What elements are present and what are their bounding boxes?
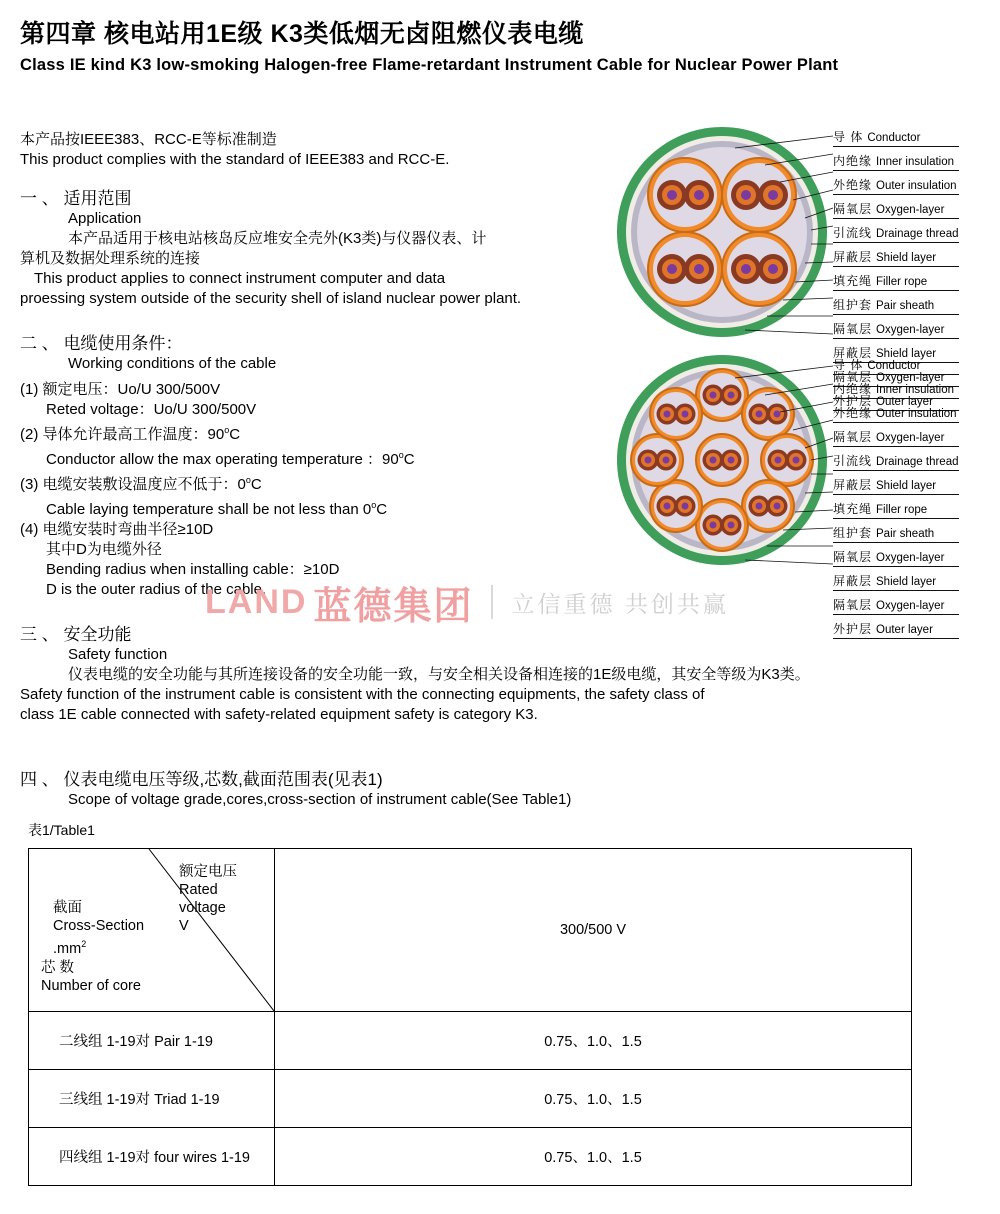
watermark-divider	[491, 585, 493, 619]
section-1-heading-cn: 一 、 适用范围	[20, 189, 132, 208]
row-value-triad: 0.75、1.0、1.5	[275, 1070, 912, 1128]
cond-3-en-unit: C	[376, 501, 388, 518]
section-1-para1-en: This product applies to connect instrument computer and data	[34, 270, 446, 287]
degree-sign: o	[398, 450, 404, 460]
section-3-heading-cn: 三 、 安全功能	[20, 625, 132, 644]
watermark	[205, 578, 865, 626]
label-top-3: 隔氧层 Oxygen-layer	[833, 200, 959, 219]
label-bottom-11: 外护层 Outer layer	[833, 620, 959, 639]
cond-4-en: Bending radius when installing cable：≥10D	[46, 561, 340, 578]
label-top-0: 导 体 Conductor	[833, 128, 959, 147]
watermark-brand-cn: 蓝德集团	[313, 585, 474, 628]
label-bottom-7: 组护套 Pair sheath	[833, 524, 959, 543]
label-bottom-5: 屏蔽层 Shield layer	[833, 476, 959, 495]
section-1-para1-cn: 本产品适用于核电站核岛反应堆安全壳外(K3类)与仪器仪表、计	[68, 230, 487, 247]
section-1-para2-en: proessing system outside of the security shell of island nuclear power plant.	[20, 290, 522, 307]
section-4-heading-cn: 四 、 仪表电缆电压等级,芯数,截面范围表(见表1)	[20, 770, 383, 789]
cond-2-cn	[20, 420, 620, 445]
cond-2-cn-text: (2) 导体允许最高工作温度：90	[20, 426, 225, 443]
row-label-four-wires: 四线组 1-19对 four wires 1-19	[29, 1128, 275, 1186]
degree-sign: o	[224, 425, 230, 435]
cross-section-header: 截面 Cross-Section $.mm^2$	[53, 900, 145, 957]
row-value-four-wires: 0.75、1.0、1.5	[275, 1128, 912, 1186]
watermark-logo-text: LAND	[205, 582, 308, 621]
label-top-2: 外绝缘 Outer insulation	[833, 176, 959, 195]
cond-2-en-unit: C	[403, 451, 415, 468]
label-top-9: 屏蔽层 Shield layer	[833, 344, 959, 363]
content-column	[20, 130, 810, 810]
cond-3-en	[20, 495, 620, 520]
label-bottom-0: 导 体 Conductor	[833, 356, 959, 375]
cond-2-en	[20, 445, 620, 470]
cond-1-cn: (1) 额定电压：Uo/U 300/500V	[20, 381, 221, 398]
page-title-cn: 第四章 核电站用1E级 K3类低烟无卤阻燃仪表电缆	[20, 20, 584, 48]
row-label-triad: 三线组 1-19对 Triad 1-19	[29, 1070, 275, 1128]
cond-4b-en: D is the outer radius of the cable.	[46, 581, 267, 598]
table-caption: 表1/Table1	[28, 822, 95, 838]
label-top-5: 屏蔽层 Shield layer	[833, 248, 959, 267]
section-3-para-cn: 仪表电缆的安全功能与其所连接设备的安全功能一致，与安全相关设备相连接的1E级电缆，其安全等级为K3类。	[68, 666, 810, 683]
label-bottom-2: 外绝缘 Outer insulation	[833, 404, 959, 423]
label-bottom-3: 隔氧层 Oxygen-layer	[833, 428, 959, 447]
label-bottom-1: 内绝缘 Inner insulation	[833, 380, 959, 399]
table-row	[29, 1128, 912, 1186]
cond-2-cn-unit: C	[229, 426, 241, 443]
label-top-1: 内绝缘 Inner insulation	[833, 152, 959, 171]
section-1-para2-cn: 算机及数据处理系统的连接	[20, 250, 201, 267]
cond-3-cn	[20, 470, 620, 495]
cond-3-en-text: Cable laying temperature shall be not less than 0	[46, 501, 372, 518]
voltage-value-cell: 300/500 V	[275, 849, 912, 1012]
cond-3-cn-unit: C	[250, 476, 262, 493]
rated-voltage-header: 额定电压 Rated voltage V	[179, 864, 237, 934]
label-top-10: 隔氧层 Oxygen-layer	[833, 368, 959, 387]
section-1-heading-en: Application	[68, 210, 142, 227]
spec-table	[28, 848, 912, 1186]
label-bottom-4: 引流线 Drainage thread	[833, 452, 959, 471]
table-header-corner-cell	[29, 849, 275, 1012]
table-header-row	[29, 849, 912, 1012]
section-3-para-en2: class 1E cable connected with safety-related equipment safety is category K3.	[20, 706, 538, 723]
row-value-pair: 0.75、1.0、1.5	[275, 1012, 912, 1070]
section-2-heading-cn: 二 、 电缆使用条件：	[20, 334, 183, 353]
label-top-6: 填充绳 Filler rope	[833, 272, 959, 291]
section-4-heading-en: Scope of voltage grade,cores,cross-section of instrument cable(See Table1)	[68, 791, 572, 808]
cond-4-cn: (4) 电缆安装时弯曲半径≥10D	[20, 521, 214, 538]
table-row	[29, 1070, 912, 1128]
label-bottom-10: 隔氧层 Oxygen-layer	[833, 596, 959, 615]
cond-1-en: Reted voltage：Uo/U 300/500V	[46, 401, 257, 418]
section-2-heading-en: Working conditions of the cable	[68, 355, 277, 372]
page-title-en: Class IE kind K3 low-smoking Halogen-free Flame-retardant Instrument Cable for Nuclear Power Plant	[20, 56, 839, 74]
section-3-para-en1: Safety function of the instrument cable is consistent with the connecting equipments, the safety class of	[20, 686, 705, 703]
degree-sign: o	[371, 500, 377, 510]
label-top-8: 隔氧层 Oxygen-layer	[833, 320, 959, 339]
cond-3-cn-text: (3) 电缆安装敷设温度应不低于：0	[20, 476, 246, 493]
label-bottom-9: 屏蔽层 Shield layer	[833, 572, 959, 591]
table-row	[29, 1012, 912, 1070]
cond-2-en-text: Conductor allow the max operating temperature ：90	[46, 451, 399, 468]
label-top-7: 组护套 Pair sheath	[833, 296, 959, 315]
label-bottom-8: 隔氧层 Oxygen-layer	[833, 548, 959, 567]
label-top-11: 外护层 Outer layer	[833, 392, 959, 411]
label-top-4: 引流线 Drainage thread	[833, 224, 959, 243]
standard-line-en: This product complies with the standard of IEEE383 and RCC-E.	[20, 151, 450, 168]
cond-4b-cn: 其中D为电缆外径	[46, 541, 162, 558]
standard-line-cn: 本产品按IEEE383、RCC-E等标准制造	[20, 131, 277, 148]
section-3-heading-en: Safety function	[68, 646, 168, 663]
label-bottom-6: 填充绳 Filler rope	[833, 500, 959, 519]
watermark-slogan: 立信重德 共创共赢	[511, 590, 729, 617]
row-label-pair: 二线组 1-19对 Pair 1-19	[29, 1012, 275, 1070]
degree-sign: o	[245, 475, 251, 485]
cores-header: 芯 数 Number of core	[41, 960, 141, 994]
